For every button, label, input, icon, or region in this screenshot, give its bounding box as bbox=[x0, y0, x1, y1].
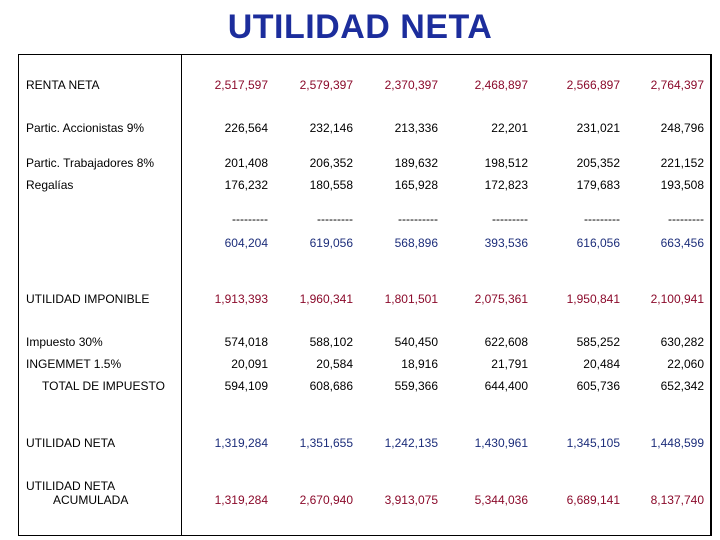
table-cell: 21,791 bbox=[491, 357, 528, 371]
table-cell: 663,456 bbox=[660, 236, 704, 250]
table-cell: 205,352 bbox=[576, 156, 620, 170]
table-cell: 1,960,341 bbox=[299, 292, 353, 306]
row-label: Impuesto 30% bbox=[26, 335, 103, 349]
page-title: UTILIDAD NETA bbox=[227, 8, 493, 46]
table-cell: 1,242,135 bbox=[384, 436, 438, 450]
table-cell: 1,319,284 bbox=[214, 436, 268, 450]
table-cell: 1,448,599 bbox=[650, 436, 704, 450]
table-cell: 22,201 bbox=[491, 121, 528, 135]
table-cell: 232,146 bbox=[309, 121, 353, 135]
table-cell: 198,512 bbox=[484, 156, 528, 170]
row-label: Partic. Accionistas 9% bbox=[26, 121, 145, 135]
table-cell: 2,566,897 bbox=[566, 78, 620, 92]
row-label: Regalías bbox=[26, 178, 74, 192]
row-label: UTILIDAD IMPONIBLE bbox=[26, 292, 150, 306]
table-cell: 559,366 bbox=[394, 379, 438, 393]
table-cell: 652,342 bbox=[660, 379, 704, 393]
row-label: RENTA NETA bbox=[26, 78, 100, 92]
table-cell: 1,430,961 bbox=[474, 436, 528, 450]
table-cell: 619,056 bbox=[309, 236, 353, 250]
table-cell: 8,137,740 bbox=[650, 493, 704, 507]
divider-dashes: --------- bbox=[492, 212, 528, 226]
divider-dashes: --------- bbox=[232, 212, 268, 226]
table-cell: 248,796 bbox=[660, 121, 704, 135]
row-label: UTILIDAD NETA bbox=[26, 436, 116, 450]
table-cell: 189,632 bbox=[394, 156, 438, 170]
table-cell: 2,764,397 bbox=[650, 78, 704, 92]
table-cell: 176,232 bbox=[224, 178, 268, 192]
table-cell: 1,319,284 bbox=[214, 493, 268, 507]
table-cell: 1,345,105 bbox=[566, 436, 620, 450]
table-cell: 206,352 bbox=[309, 156, 353, 170]
table-cell: 2,370,397 bbox=[384, 78, 438, 92]
table-cell: 2,100,941 bbox=[650, 292, 704, 306]
table-cell: 22,060 bbox=[667, 357, 704, 371]
table-cell: 20,584 bbox=[316, 357, 353, 371]
table-cell: 1,950,841 bbox=[566, 292, 620, 306]
table-cell: 574,018 bbox=[224, 335, 268, 349]
divider-dashes: --------- bbox=[668, 212, 704, 226]
table-cell: 1,351,655 bbox=[299, 436, 353, 450]
table-cell: 393,536 bbox=[484, 236, 528, 250]
table-cell: 213,336 bbox=[394, 121, 438, 135]
table-cell: 622,608 bbox=[484, 335, 528, 349]
table-cell: 20,091 bbox=[231, 357, 268, 371]
table-cell: 608,686 bbox=[309, 379, 353, 393]
table-cell: 18,916 bbox=[401, 357, 438, 371]
table-cell: 226,564 bbox=[224, 121, 268, 135]
table-cell: 540,450 bbox=[394, 335, 438, 349]
row-label: Partic. Trabajadores 8% bbox=[26, 156, 155, 170]
table-cell: 2,517,597 bbox=[214, 78, 268, 92]
table-cell: 1,801,501 bbox=[384, 292, 438, 306]
table-cell: 616,056 bbox=[576, 236, 620, 250]
divider-dashes: --------- bbox=[584, 212, 620, 226]
row-label: UTILIDAD NETA bbox=[26, 479, 116, 493]
divider-dashes: ---------- bbox=[398, 212, 438, 226]
table-cell: 585,252 bbox=[576, 335, 620, 349]
table-cell: 6,689,141 bbox=[566, 493, 620, 507]
table-cell: 630,282 bbox=[660, 335, 704, 349]
table-cell: 165,928 bbox=[394, 178, 438, 192]
table-cell: 1,913,393 bbox=[214, 292, 268, 306]
table-cell: 231,021 bbox=[576, 121, 620, 135]
table-cell: 3,913,075 bbox=[384, 493, 438, 507]
table-cell: 644,400 bbox=[484, 379, 528, 393]
table-cell: 588,102 bbox=[309, 335, 353, 349]
table-cell: 594,109 bbox=[224, 379, 268, 393]
table-cell: 605,736 bbox=[576, 379, 620, 393]
table-cell: 2,670,940 bbox=[299, 493, 353, 507]
table-cell: 5,344,036 bbox=[474, 493, 528, 507]
table-cell: 180,558 bbox=[309, 178, 353, 192]
table-cell: 172,823 bbox=[484, 178, 528, 192]
column-divider bbox=[711, 54, 712, 536]
row-label: INGEMMET 1.5% bbox=[26, 357, 122, 371]
table-cell: 604,204 bbox=[224, 236, 268, 250]
table-cell: 568,896 bbox=[394, 236, 438, 250]
table-cell: 20,484 bbox=[583, 357, 620, 371]
table-cell: 193,508 bbox=[660, 178, 704, 192]
table-cell: 2,468,897 bbox=[474, 78, 528, 92]
table-cell: 221,152 bbox=[660, 156, 704, 170]
divider-dashes: --------- bbox=[317, 212, 353, 226]
row-label: TOTAL DE IMPUESTO bbox=[42, 379, 165, 393]
row-label-line2: ACUMULADA bbox=[53, 493, 129, 507]
table-cell: 2,075,361 bbox=[474, 292, 528, 306]
table-cell: 179,683 bbox=[576, 178, 620, 192]
table-cell: 2,579,397 bbox=[299, 78, 353, 92]
table-cell: 201,408 bbox=[224, 156, 268, 170]
